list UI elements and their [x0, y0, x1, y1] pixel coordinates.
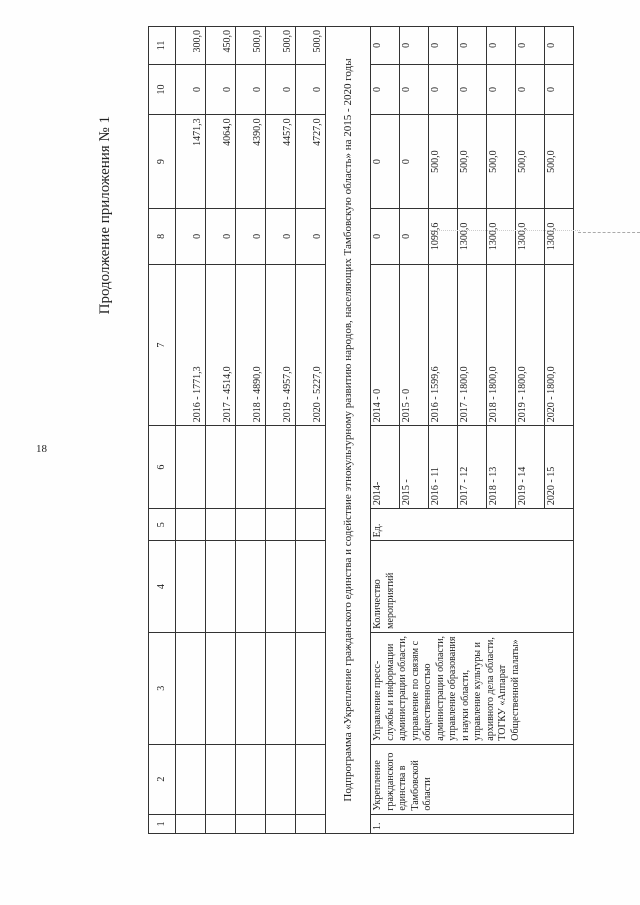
value-cell: 0 — [236, 208, 266, 264]
value-cell: 0 — [206, 208, 236, 264]
value-cell: 0 — [266, 64, 296, 115]
empty-cell — [236, 509, 266, 541]
empty-cell — [236, 814, 266, 833]
table-row — [206, 27, 236, 834]
empty-cell — [176, 509, 206, 541]
empty-cell — [266, 814, 296, 833]
column-number: 8 — [149, 208, 176, 264]
empty-cell — [236, 632, 266, 744]
value-cell: 500,0 — [458, 115, 487, 209]
value-cell: 500,0 — [236, 27, 266, 65]
value-cell: 0 — [400, 27, 429, 65]
value-cell: 1300,0 — [516, 208, 545, 264]
table-row — [296, 27, 326, 834]
value-cell: 1300,0 — [545, 208, 574, 264]
value-cell: 450,0 — [206, 27, 236, 65]
value-cell: 0 — [400, 208, 429, 264]
value-cell: 500,0 — [516, 115, 545, 209]
fold-mark-dotted — [430, 230, 580, 231]
column-number: 1 — [149, 814, 176, 833]
indicator-value-cell: 2018 - 13 — [487, 426, 516, 509]
value-cell: 0 — [371, 27, 400, 65]
empty-cell — [206, 509, 236, 541]
subprogram-row — [326, 27, 371, 834]
value-cell: 0 — [429, 64, 458, 115]
fold-mark-dashed — [578, 232, 640, 233]
empty-cell — [236, 541, 266, 632]
appendix-title: Продолжение приложения № 1 — [97, 116, 113, 315]
value-cell: 0 — [487, 64, 516, 115]
value-cell: 4064,0 — [206, 115, 236, 209]
year-total-cell: 2018 - 1800,0 — [487, 264, 516, 425]
column-number: 10 — [149, 64, 176, 115]
empty-cell — [296, 541, 326, 632]
value-cell: 0 — [458, 27, 487, 65]
empty-cell — [176, 814, 206, 833]
empty-cell — [176, 632, 206, 744]
subprogram-title: Подпрограмма «Укрепление гражданского единства и содействие этнокультурному развитию народов, населяющих Тамбовскую область» на 2015 - 2020 годы — [326, 27, 371, 834]
value-cell: 0 — [266, 208, 296, 264]
empty-cell — [296, 509, 326, 541]
table-row — [266, 27, 296, 834]
value-cell: 500,0 — [545, 115, 574, 209]
item-indicator: Количество мероприятий — [371, 541, 574, 632]
year-total-cell: 2017 - 4514,0 — [206, 264, 236, 425]
value-cell: 0 — [236, 64, 266, 115]
empty-cell — [296, 744, 326, 814]
table-row — [371, 27, 400, 834]
item-executors: Управление пресс-службы и информации администрации области, управление по связям с общественностью администрации области, управление образования и науки области, управление культуры и архивного дела области, ТОГКУ «Аппарат Общественной палаты» — [371, 632, 574, 744]
table-row — [236, 27, 266, 834]
indicator-value-cell: 2019 - 14 — [516, 426, 545, 509]
column-number: 3 — [149, 632, 176, 744]
value-cell: 300,0 — [176, 27, 206, 65]
empty-cell — [266, 509, 296, 541]
value-cell: 0 — [176, 64, 206, 115]
empty-cell — [236, 744, 266, 814]
value-cell: 0 — [429, 27, 458, 65]
empty-cell — [176, 744, 206, 814]
empty-cell — [206, 814, 236, 833]
column-number: 7 — [149, 264, 176, 425]
value-cell: 0 — [206, 64, 236, 115]
value-cell: 1471,3 — [176, 115, 206, 209]
empty-cell — [296, 814, 326, 833]
column-number: 2 — [149, 744, 176, 814]
empty-cell — [206, 426, 236, 509]
empty-cell — [206, 541, 236, 632]
landscape-page — [83, 26, 631, 848]
value-cell: 1300,0 — [458, 208, 487, 264]
year-total-cell: 2015 - 0 — [400, 264, 429, 425]
value-cell: 0 — [371, 208, 400, 264]
empty-cell — [206, 744, 236, 814]
empty-cell — [266, 632, 296, 744]
year-total-cell: 2018 - 4890,0 — [236, 264, 266, 425]
page-number: 18 — [36, 443, 47, 455]
empty-cell — [266, 541, 296, 632]
indicator-value-cell: 2020 - 15 — [545, 426, 574, 509]
item-name: Укрепление гражданского единства в Тамбовской области — [371, 744, 574, 814]
value-cell: 500,0 — [429, 115, 458, 209]
value-cell: 0 — [458, 64, 487, 115]
value-cell: 0 — [516, 27, 545, 65]
indicator-value-cell: 2014- — [371, 426, 400, 509]
rotated-page-area — [83, 26, 631, 848]
year-total-cell: 2019 - 1800,0 — [516, 264, 545, 425]
indicator-value-cell: 2016 - 11 — [429, 426, 458, 509]
year-total-cell: 2020 - 1800,0 — [545, 264, 574, 425]
indicator-value-cell: 2015 - — [400, 426, 429, 509]
column-number: 5 — [149, 509, 176, 541]
value-cell: 500,0 — [296, 27, 326, 65]
program-table — [148, 26, 574, 834]
year-total-cell: 2016 - 1771,3 — [176, 264, 206, 425]
value-cell: 0 — [371, 115, 400, 209]
empty-cell — [206, 632, 236, 744]
value-cell: 500,0 — [487, 115, 516, 209]
value-cell: 0 — [487, 27, 516, 65]
value-cell: 0 — [371, 64, 400, 115]
item-number: 1. — [371, 814, 574, 833]
value-cell: 0 — [400, 64, 429, 115]
year-total-cell: 2019 - 4957,0 — [266, 264, 296, 425]
empty-cell — [236, 426, 266, 509]
empty-cell — [176, 426, 206, 509]
year-total-cell: 2014 - 0 — [371, 264, 400, 425]
value-cell: 1300,0 — [487, 208, 516, 264]
empty-cell — [176, 541, 206, 632]
value-cell: 500,0 — [266, 27, 296, 65]
column-number: 11 — [149, 27, 176, 65]
year-total-cell: 2020 - 5227,0 — [296, 264, 326, 425]
column-number: 9 — [149, 115, 176, 209]
year-total-cell: 2016 - 1599,6 — [429, 264, 458, 425]
value-cell: 1099,6 — [429, 208, 458, 264]
empty-cell — [296, 426, 326, 509]
value-cell: 4457,0 — [266, 115, 296, 209]
value-cell: 0 — [545, 64, 574, 115]
value-cell: 0 — [176, 208, 206, 264]
column-number: 6 — [149, 426, 176, 509]
empty-cell — [266, 426, 296, 509]
item-unit: Ед. — [371, 509, 574, 541]
value-cell: 0 — [400, 115, 429, 209]
value-cell: 0 — [296, 64, 326, 115]
column-number: 4 — [149, 541, 176, 632]
value-cell: 0 — [545, 27, 574, 65]
value-cell: 0 — [296, 208, 326, 264]
year-total-cell: 2017 - 1800,0 — [458, 264, 487, 425]
value-cell: 4390,0 — [236, 115, 266, 209]
value-cell: 0 — [516, 64, 545, 115]
empty-cell — [296, 632, 326, 744]
value-cell: 4727,0 — [296, 115, 326, 209]
indicator-value-cell: 2017 - 12 — [458, 426, 487, 509]
table-row — [176, 27, 206, 834]
empty-cell — [266, 744, 296, 814]
column-number-row — [149, 27, 176, 834]
